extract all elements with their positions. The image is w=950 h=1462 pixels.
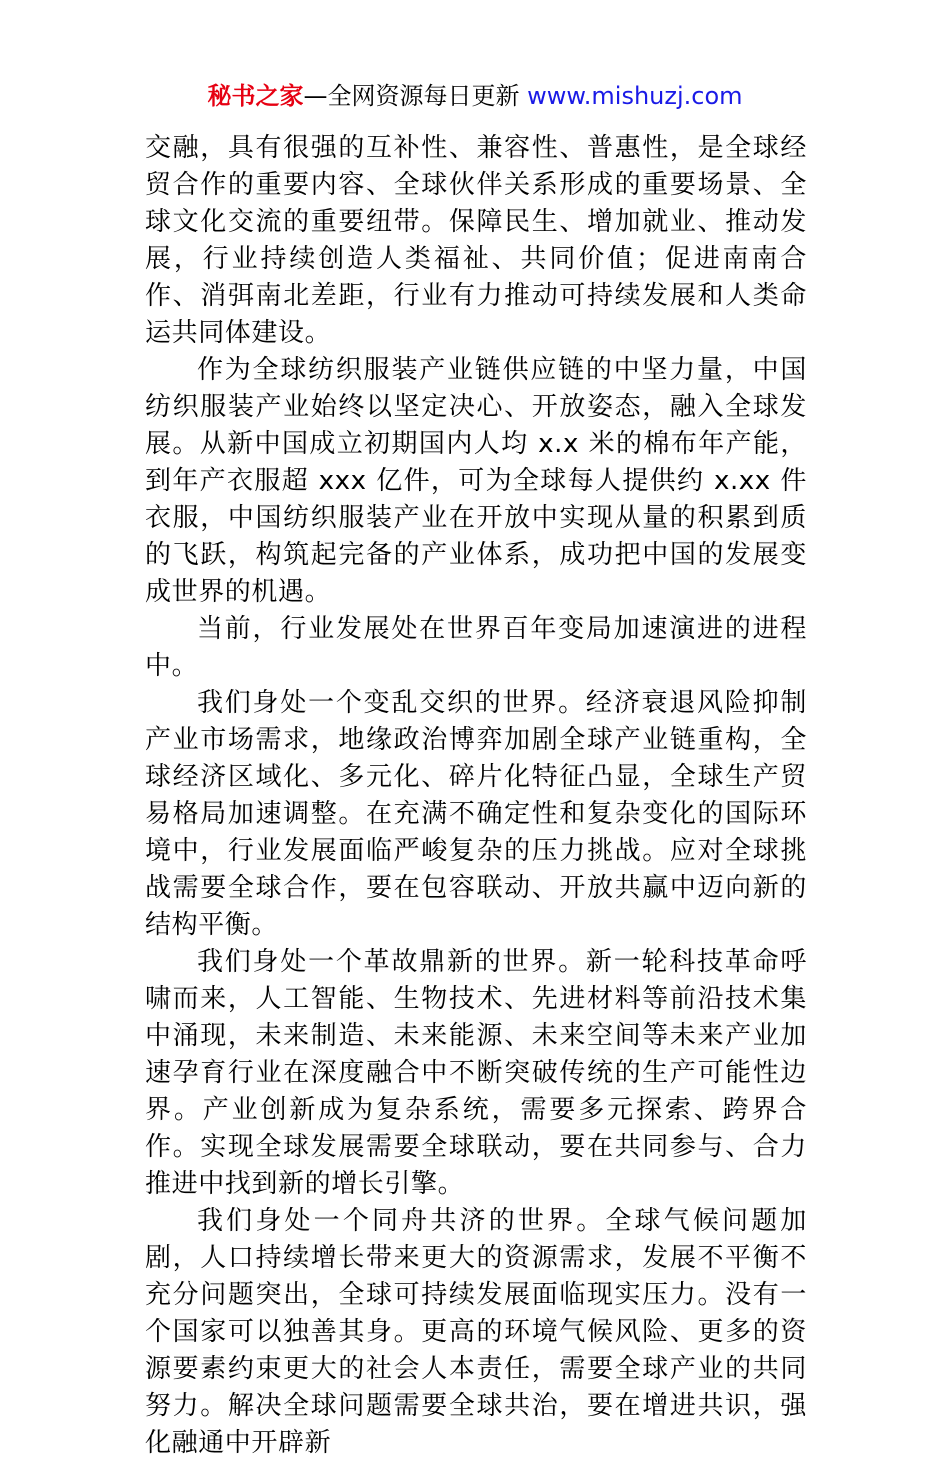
site-url-link[interactable]: www.mishuzj.com	[527, 82, 743, 110]
paragraph: 交融，具有很强的互补性、兼容性、普惠性，是全球经贸合作的重要内容、全球伙伴关系形成的重要场景、全球文化交流的重要纽带。保障民生、增加就业、推动发展，行业持续创造人类福祉、共同价值；促进南南合作、消弭南北差距，行业有力推动可持续发展和人类命运共同体建设。	[145, 133, 807, 348]
paragraph: 我们身处一个变乱交织的世界。经济衰退风险抑制产业市场需求，地缘政治博弈加剧全球产业链重构，全球经济区域化、多元化、碎片化特征凸显，全球生产贸易格局加速调整。在充满不确定性和复杂变化的国际环境中，行业发展面临严峻复杂的压力挑战。应对全球挑战需要全球合作，要在包容联动、开放共赢中迈向新的结构平衡。	[145, 688, 807, 940]
paragraph: 作为全球纺织服装产业链供应链的中坚力量，中国纺织服装产业始终以坚定决心、开放姿态，融入全球发展。从新中国成立初期国内人均 x.x 米的棉布年产能，到年产衣服超 xxx 亿件，可为全球每人提供约 x.xx 件衣服，中国纺织服装产业在开放中实现从量的积累到质的飞跃，构筑起完备的产业体系，成功把中国的发展变成世界的机遇。	[145, 355, 807, 607]
site-header	[0, 80, 950, 112]
paragraph: 我们身处一个革故鼎新的世界。新一轮科技革命呼啸而来，人工智能、生物技术、先进材料等前沿技术集中涌现，未来制造、未来能源、未来空间等未来产业加速孕育行业在深度融合中不断突破传统的生产可能性边界。产业创新成为复杂系统，需要多元探索、跨界合作。实现全球发展需要全球联动，要在共同参与、合力推进中找到新的增长引擎。	[145, 947, 807, 1199]
paragraph: 当前，行业发展处在世界百年变局加速演进的进程中。	[145, 614, 807, 681]
brand-name: 秘书之家	[207, 82, 304, 110]
document-body	[145, 130, 807, 1462]
paragraph: 我们身处一个同舟共济的世界。全球气候问题加剧，人口持续增长带来更大的资源需求，发展不平衡不充分问题突出，全球可持续发展面临现实压力。没有一个国家可以独善其身。更高的环境气候风险、更多的资源要素约束更大的社会人本责任，需要全球产业的共同努力。解决全球问题需要全球共治，要在增进共识，强化融通中开辟新	[145, 1206, 807, 1458]
header-tagline: —全网资源每日更新	[303, 82, 528, 110]
